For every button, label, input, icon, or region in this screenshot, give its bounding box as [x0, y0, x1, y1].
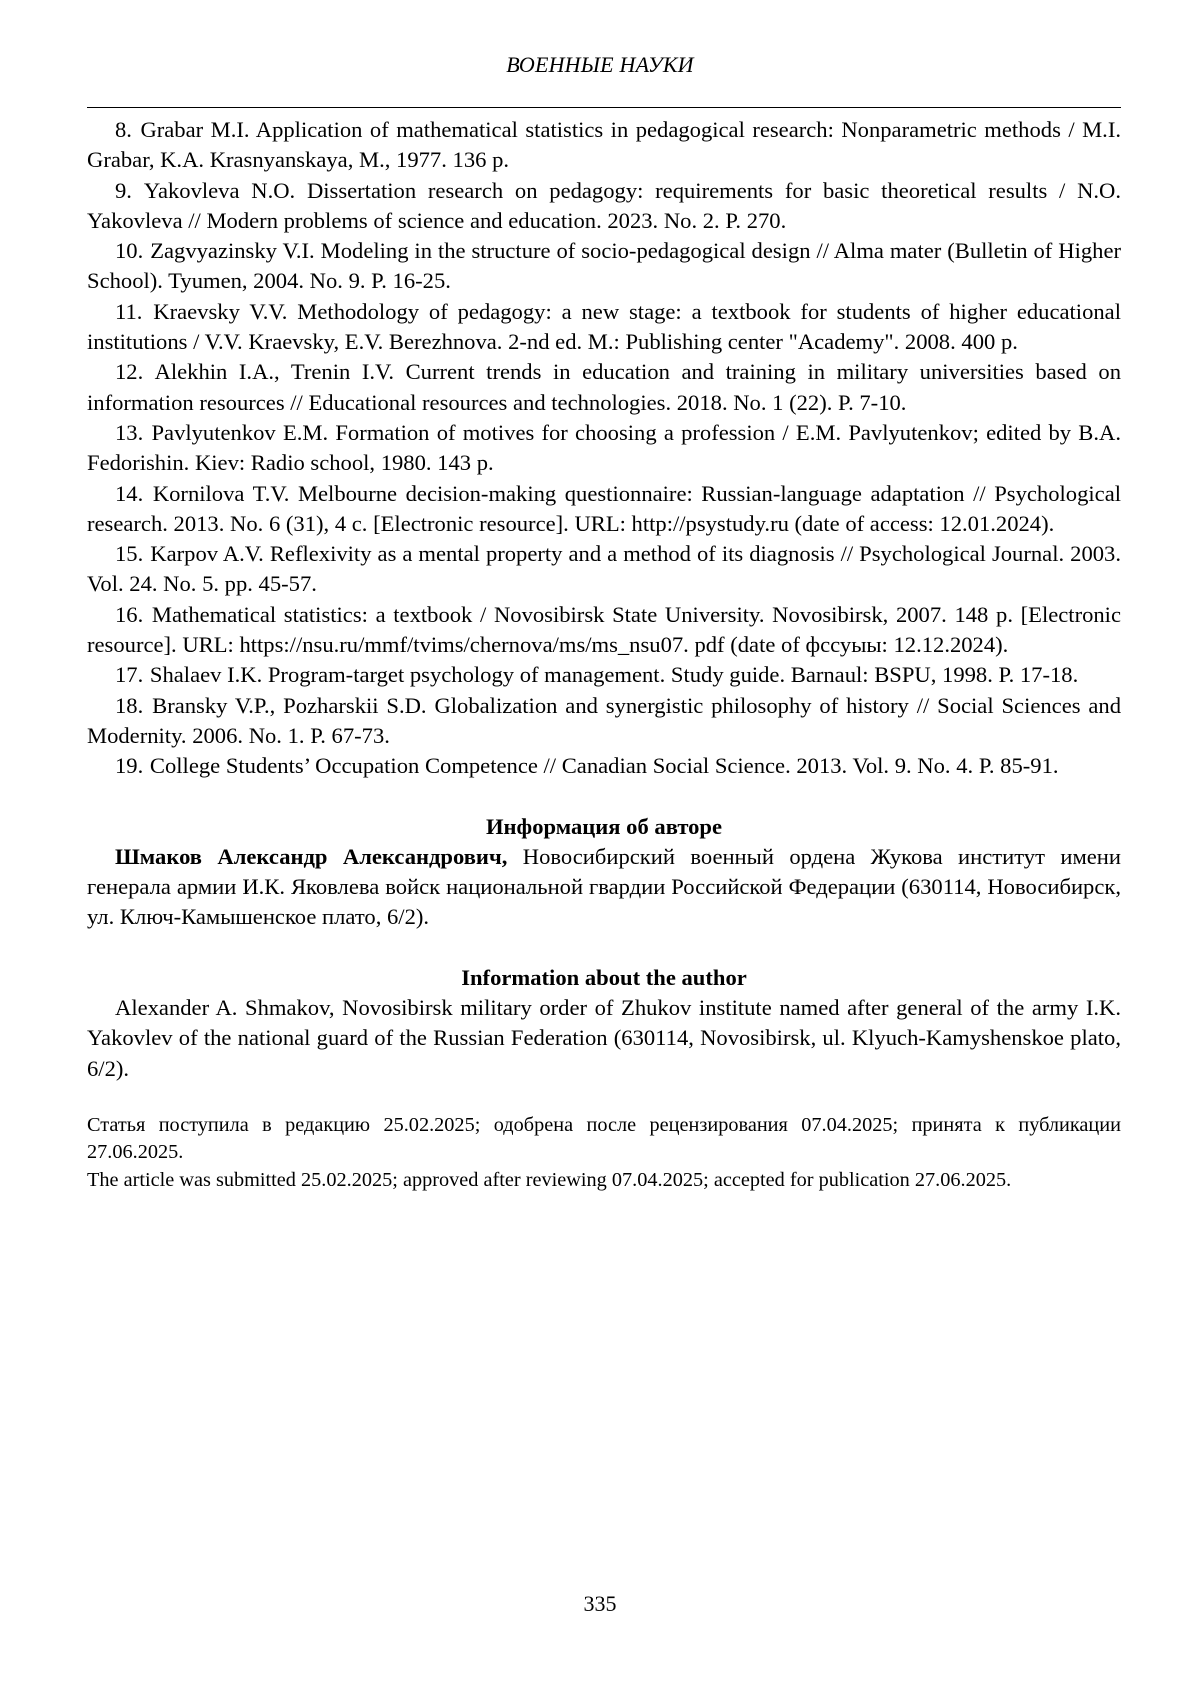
reference-number: 19. [115, 753, 144, 779]
author-info-en-title: Information about the author [461, 964, 747, 990]
reference-item [87, 751, 1121, 781]
reference-item [87, 115, 1121, 176]
reference-text: Mathematical statistics: a textbook / Novosibirsk State University. Novosibirsk, 2007. 148 p. [Electronic resource]. URL: https://nsu.ru/mmf/tvims/chernova/ms/ms_nsu07. pdf (date of фссуыы: 12.12.2024). [87, 601, 1121, 658]
reference-text: Yakovleva N.O. Dissertation research on pedagogy: requirements for basic theoretical results / N.O. Yakovleva // Modern problems of science and education. 2023. No. 2. P. 270. [87, 177, 1121, 233]
reference-text: Zagvyazinsky V.I. Modeling in the structure of socio-pedagogical design // Alma mater (Bulletin of Higher School). Tyumen, 2004. No. 9. P. 16-25. [87, 238, 1121, 294]
author-info-en-text: Alexander A. Shmakov, Novosibirsk military order of Zhukov institute named after general of the army I.K. Yakovlev of the national guard of the Russian Federation (630114, Novosibirsk, ul. Klyuch-Kamyshenskoe plato, 6/2). [87, 995, 1121, 1081]
reference-number: 13. [115, 419, 144, 445]
reference-number: 11. [115, 298, 143, 324]
reference-text: College Students’ Occupation Competence // Canadian Social Science. 2013. Vol. 9. No. 4. P. 85-91. [149, 753, 1059, 779]
reference-item [87, 479, 1121, 540]
article-dates-ru: Статья поступила в редакцию 25.02.2025; одобрена после рецензирования 07.04.2025; принята к публикации 27.06.2025. [87, 1113, 1121, 1164]
reference-number: 8. [115, 117, 132, 142]
reference-text: Alekhin I.A., Trenin I.V. Current trends in education and training in military universities based on information resources // Educational resources and technologies. 2018. No. 1 (22). P. 7-10. [87, 359, 1121, 415]
author-name-ru: Шмаков Александр Александрович, [115, 843, 508, 869]
reference-item [87, 691, 1121, 752]
running-head-title: ВОЕННЫЕ НАУКИ [506, 52, 694, 77]
reference-text: Shalaev I.K. Program-target psychology of management. Study guide. Barnaul: BSPU, 1998. P. 17-18. [149, 662, 1079, 688]
author-affiliation-ru: Новосибирский военный ордена Жукова институт имени генерала армии И.К. Яковлева войск национальной гвардии Российской Федерации (630114, Новосибирск, ул. Ключ-Камышенское плато, 6/2). [87, 843, 1121, 930]
reference-item [87, 297, 1121, 358]
author-info-ru-title: Информация об авторе [485, 813, 723, 839]
reference-item [87, 418, 1121, 479]
article-dates [87, 1112, 1121, 1195]
author-info-ru [87, 812, 1121, 933]
reference-number: 9. [115, 177, 132, 203]
reference-text: Karpov A.V. Reflexivity as a mental property and a method of its diagnosis // Psychological Journal. 2003. Vol. 24. No. 5. pp. 45-57. [87, 541, 1121, 597]
page-number: 335 [583, 1591, 617, 1616]
reference-text: Bransky V.P., Pozharskii S.D. Globalization and synergistic philosophy of history // Social Sciences and Modernity. 2006. No. 1. P. 67-73. [87, 692, 1122, 748]
reference-item [87, 539, 1121, 600]
reference-text: Kornilova T.V. Melbourne decision-making questionnaire: Russian-language adaptation // Psychological research. 2013. No. 6 (31), 4 c. [Electronic resource]. URL: http://psystudy.ru (date of access: 12.01.2024). [87, 480, 1121, 536]
reference-item [87, 236, 1121, 297]
reference-text: Pavlyutenkov E.M. Formation of motives for choosing a profession / E.M. Pavlyutenkov; edited by B.A. Fedorishin. Kiev: Radio school, 1980. 143 p. [87, 419, 1121, 476]
header-divider [87, 107, 1121, 108]
reference-item [87, 176, 1121, 237]
reference-number: 18. [115, 692, 144, 718]
author-info-en [87, 963, 1121, 1084]
reference-text: Kraevsky V.V. Methodology of pedagogy: a new stage: a textbook for students of higher educational institutions / V.V. Kraevsky, E.V. Berezhnova. 2-nd ed. M.: Publishing center "Academy". 2008. 400 p. [87, 298, 1121, 355]
reference-text: Grabar M.I. Application of mathematical statistics in pedagogical research: Nonparametric methods / M.I. Grabar, K.A. Krasnyanskaya, M., 1977. 136 p. [87, 117, 1121, 173]
reference-item [87, 357, 1121, 418]
reference-number: 14. [115, 480, 144, 506]
reference-list [87, 115, 1121, 782]
reference-item [87, 660, 1121, 690]
reference-number: 16. [115, 601, 144, 627]
reference-number: 10. [115, 238, 144, 264]
reference-item [87, 600, 1121, 661]
article-dates-en: The article was submitted 25.02.2025; approved after reviewing 07.04.2025; accepted for publication 27.06.2025. [87, 1168, 1012, 1191]
author-info-ru-text [87, 842, 1121, 933]
reference-number: 12. [115, 359, 144, 385]
reference-number: 17. [115, 662, 144, 688]
reference-number: 15. [115, 541, 144, 567]
page-content [87, 115, 1121, 1194]
